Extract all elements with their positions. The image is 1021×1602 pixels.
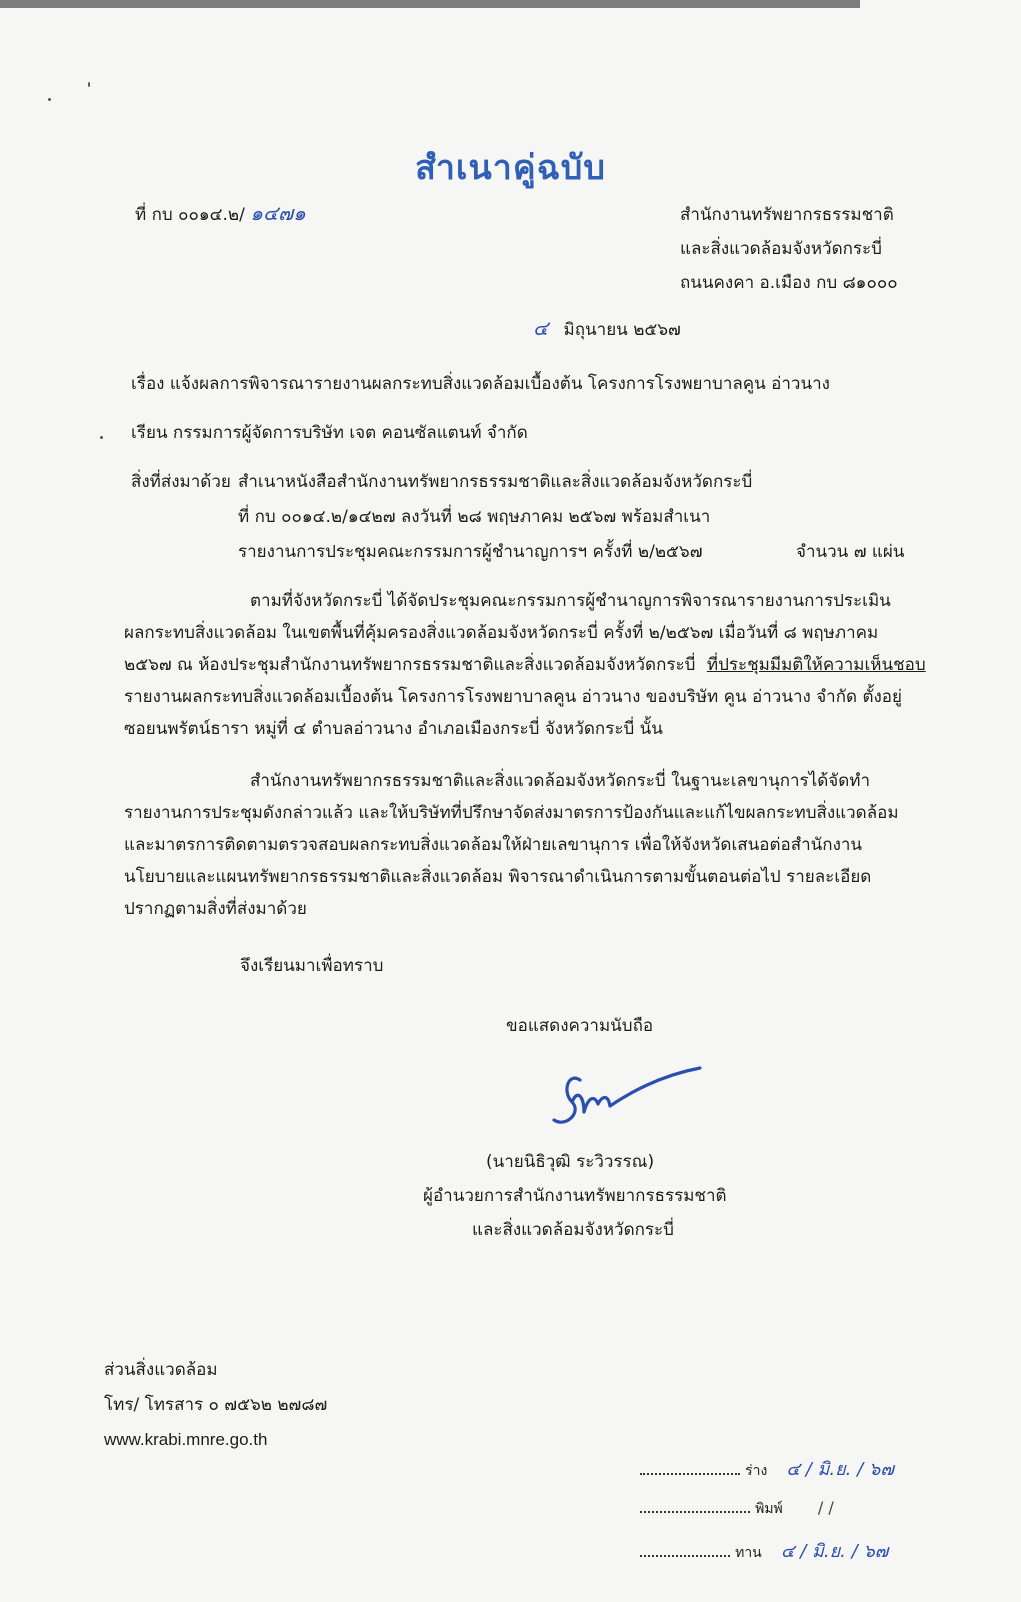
footer-website: www.krabi.mnre.go.th — [104, 1430, 268, 1449]
body-p2-line-3: และมาตรการติดตามตรวจสอบผลกระทบสิ่งแวดล้อมให้ฝ่ายเลขานุการ เพื่อให้จังหวัดเสนอต่อสำนักงาน — [124, 835, 863, 855]
signer-position-1: ผู้อำนวยการสำนักงานทรัพยากรธรรมชาติ — [423, 1186, 727, 1206]
office-address-2: และสิ่งแวดล้อมจังหวัดกระบี่ — [680, 239, 882, 259]
body-p1-line-5: ซอยนพรัตน์ธารา หมู่ที่ ๔ ตำบลอ่าวนาง อำเภอเมืองกระบี่ จังหวัดกระบี่ นั้น — [124, 719, 663, 739]
recipient-line: เรียน กรรมการผู้จัดการบริษัท เจต คอนซัลแตนท์ จำกัด — [131, 423, 528, 443]
reference-prefix: ที่ กบ ๐๐๑๔.๒/ — [135, 205, 245, 225]
routing-label-draft: ร่าง — [745, 1463, 768, 1479]
scan-speck — [88, 82, 90, 87]
copy-stamp-title: สำเนาคู่ฉบับ — [415, 148, 606, 188]
enclosure-label: สิ่งที่ส่งมาด้วย — [131, 472, 231, 492]
subject-line: เรื่อง แจ้งผลการพิจารณารายงานผลกระทบสิ่งแวดล้อมเบื้องต้น โครงการโรงพยาบาลคูน อ่าวนาง — [131, 374, 830, 394]
body-p1-line-1: ตามที่จังหวัดกระบี่ ได้จัดประชุมคณะกรรมการผู้ชำนาญการพิจารณารายงานการประเมิน — [250, 591, 891, 611]
routing-initial-draft — [640, 1459, 740, 1475]
body-p2-line-1: สำนักงานทรัพยากรธรรมชาติและสิ่งแวดล้อมจังหวัดกระบี่ ในฐานะเลขานุการได้จัดทำ — [250, 771, 871, 791]
routing-date-draft: ๔ / มิ.ย. / ๖๗ — [786, 1459, 894, 1480]
signature-mark — [548, 1058, 708, 1138]
routing-label-review: ทาน — [735, 1545, 762, 1561]
routing-row-review — [640, 1540, 980, 1565]
closing-line: จึงเรียนมาเพื่อทราบ — [240, 956, 384, 976]
scan-speck — [48, 98, 51, 101]
body-p1-line-3-text: ๒๕๖๗ ณ ห้องประชุมสำนักงานทรัพยากรธรรมชาติและสิ่งแวดล้อมจังหวัดกระบี่ — [124, 655, 696, 675]
body-p1-line-4: รายงานผลกระทบสิ่งแวดล้อมเบื้องต้น โครงการโรงพยาบาลคูน อ่าวนาง ของบริษัท คูน อ่าวนาง จำกัด ตั้งอยู่ — [124, 687, 902, 707]
routing-date-review: ๔ / มิ.ย. / ๖๗ — [780, 1541, 889, 1562]
routing-label-typed: พิมพ์ — [755, 1501, 783, 1517]
routing-row-draft — [640, 1458, 980, 1483]
routing-initial-typed — [640, 1497, 750, 1513]
scan-speck — [100, 436, 103, 439]
enclosure-line-3: รายงานการประชุมคณะกรรมการผู้ชำนาญการฯ ครั้งที่ ๒/๒๕๖๗ — [238, 542, 703, 562]
enclosure-line-2: ที่ กบ ๐๐๑๔.๒/๑๔๒๗ ลงวันที่ ๒๘ พฤษภาคม ๒๕๖๗ พร้อมสำเนา — [238, 507, 711, 527]
routing-date-typed: / / — [817, 1498, 834, 1517]
body-p2-line-4: นโยบายและแผนทรัพยากรธรรมชาติและสิ่งแวดล้อม พิจารณาดำเนินการตามขั้นตอนต่อไป รายละเอียด — [124, 867, 872, 887]
office-address-1: สำนักงานทรัพยากรธรรมชาติ — [680, 205, 894, 225]
resolution-approved: ที่ประชุมมีมติให้ความเห็นชอบ — [706, 655, 926, 675]
regards-line: ขอแสดงความนับถือ — [506, 1016, 654, 1036]
body-p2-line-2: รายงานการประชุมดังกล่าวแล้ว และให้บริษัทที่ปรึกษาจัดส่งมาตรการป้องกันและแก้ไขผลกระทบสิ่งแวดล้อม — [124, 803, 899, 823]
body-p1-line-3 — [124, 653, 926, 677]
office-address-3: ถนนคงคา อ.เมือง กบ ๘๑๐๐๐ — [680, 273, 898, 293]
reference-number — [135, 201, 306, 227]
reference-handwritten: ๑๔๗๑ — [250, 201, 306, 225]
scan-edge — [0, 0, 860, 8]
date-day-handwritten: ๔ — [533, 316, 549, 340]
footer-division: ส่วนสิ่งแวดล้อม — [104, 1360, 218, 1380]
enclosure-count: จำนวน ๗ แผ่น — [796, 542, 905, 562]
enclosure-line-1: สำเนาหนังสือสำนักงานทรัพยากรธรรมชาติและสิ่งแวดล้อมจังหวัดกระบี่ — [238, 472, 753, 492]
routing-initial-review — [640, 1541, 730, 1557]
date-month-year: มิถุนายน ๒๕๖๗ — [563, 320, 681, 340]
document-date — [533, 316, 681, 342]
routing-row-typed — [640, 1496, 980, 1521]
footer-phone: โทร/ โทรสาร ๐ ๗๕๖๒ ๒๗๘๗ — [104, 1395, 328, 1415]
body-p1-line-2: ผลกระทบสิ่งแวดล้อม ในเขตพื้นที่คุ้มครองสิ่งแวดล้อมจังหวัดกระบี่ ครั้งที่ ๒/๒๕๖๗ เมื่อวันที่ ๘ พฤษภาคม — [124, 623, 879, 643]
signer-position-2: และสิ่งแวดล้อมจังหวัดกระบี่ — [472, 1220, 674, 1240]
signer-name: (นายนิธิวุฒิ ระวิวรรณ) — [486, 1152, 655, 1172]
body-p2-line-5: ปรากฏตามสิ่งที่ส่งมาด้วย — [124, 899, 307, 919]
